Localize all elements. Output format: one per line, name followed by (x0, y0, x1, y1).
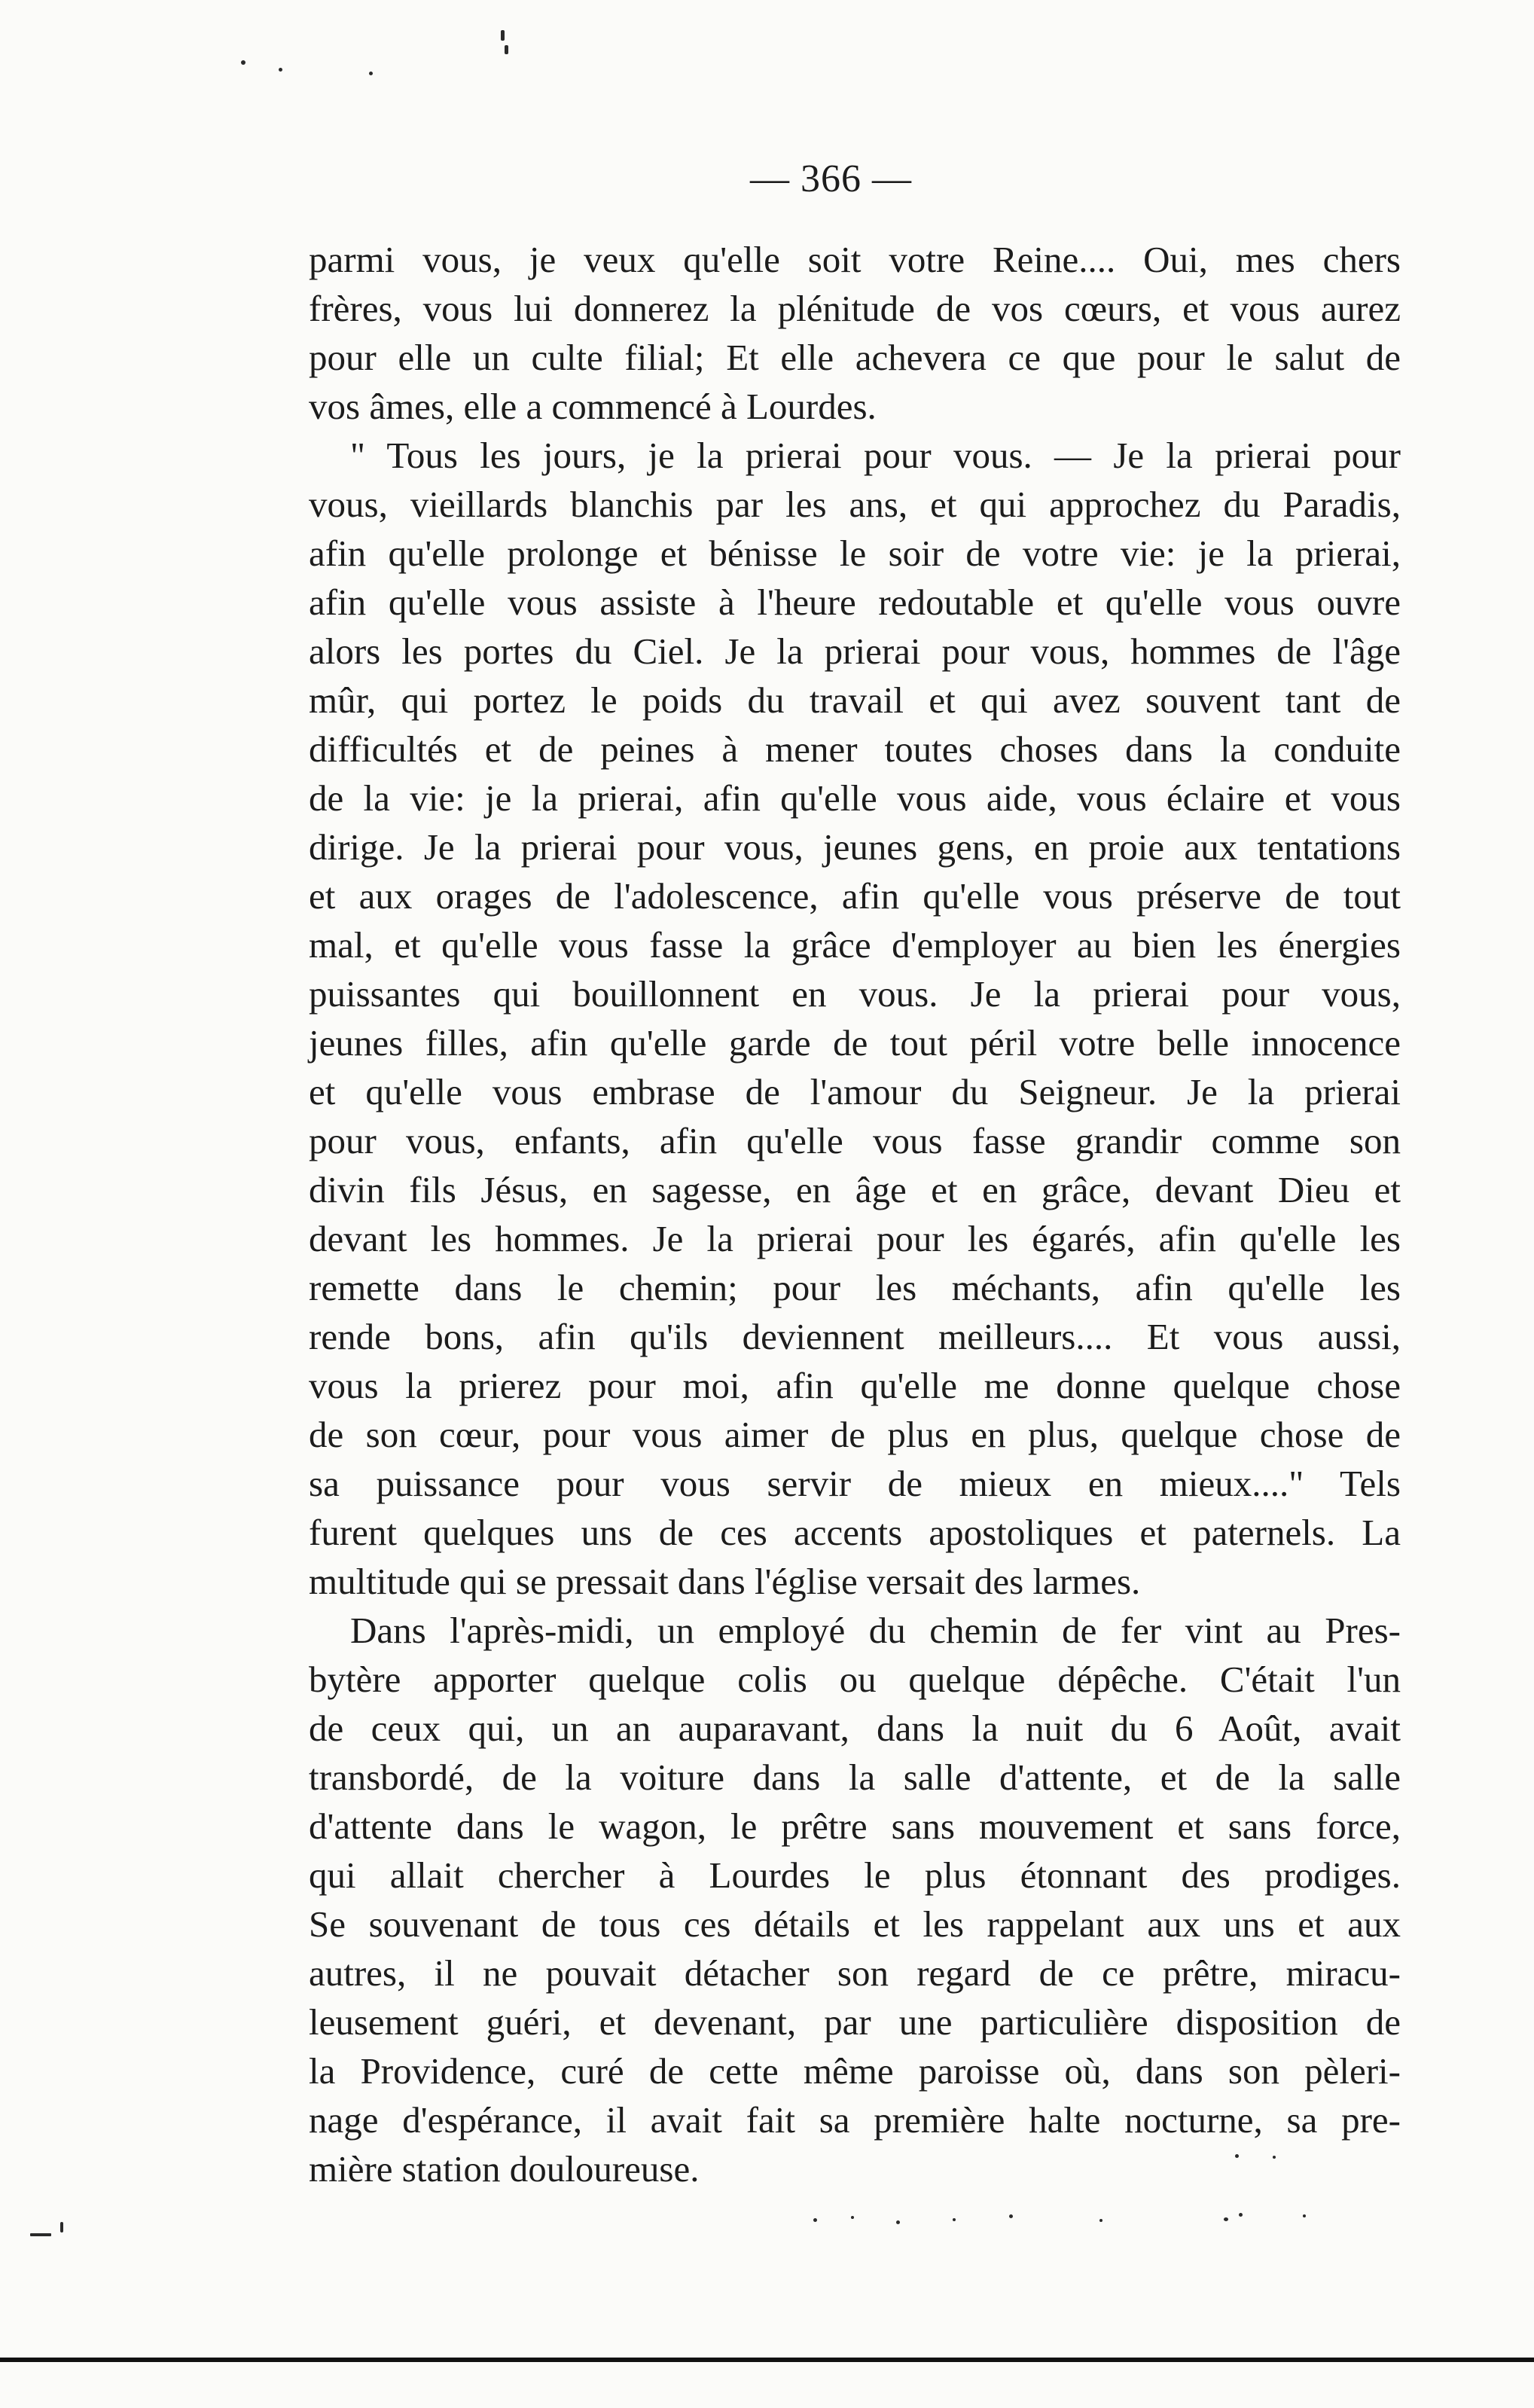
scan-speck (1273, 2156, 1276, 2159)
text-line: et qu'elle vous embrase de l'amour du Seigneur. Je la prierai (309, 1071, 1401, 1112)
text-line: de ceux qui, un an auparavant, dans la nuit du 6 Août, avait (309, 1708, 1401, 1749)
text-line: vous la prierez pour moi, afin qu'elle me donne quelque chose (309, 1365, 1401, 1406)
bottom-rule (0, 2358, 1534, 2362)
text-line: mal, et qu'elle vous fasse la grâce d'employer au bien les énergies (309, 924, 1401, 966)
text-line: parmi vous, je veux qu'elle soit votre Reine.... Oui, mes chers (309, 239, 1401, 280)
text-line: pour elle un culte filial; Et elle achevera ce que pour le salut de (309, 337, 1401, 378)
scan-speck (1009, 2214, 1013, 2218)
text-line: frères, vous lui donnerez la plénitude de vos cœurs, et vous aurez (309, 288, 1401, 329)
scan-speck (60, 2222, 63, 2233)
text-line: difficultés et de peines à mener toutes choses dans la conduite (309, 728, 1401, 770)
text-line: sa puissance pour vous servir de mieux en mieux...." Tels (309, 1463, 1401, 1504)
text-line: de la vie: je la prierai, afin qu'elle vous aide, vous éclaire et vous (309, 777, 1401, 819)
text-line: " Tous les jours, je la prierai pour vous. — Je la prierai pour (350, 435, 1401, 476)
text-line: d'attente dans le wagon, le prêtre sans mouvement et sans force, (309, 1805, 1401, 1847)
text-line: bytère apporter quelque colis ou quelque dépêche. C'était l'un (309, 1659, 1401, 1700)
page-number: — 366 — (750, 157, 912, 200)
text-line: puissantes qui bouillonnent en vous. Je la prierai pour vous, (309, 973, 1401, 1015)
scan-speck (1224, 2217, 1228, 2221)
text-line: leusement guéri, et devenant, par une particulière disposition de (309, 2001, 1401, 2043)
text-line: vos âmes, elle a commencé à Lourdes. (309, 386, 877, 427)
text-line: devant les hommes. Je la prierai pour les égarés, afin qu'elle les (309, 1218, 1401, 1259)
scan-speck (953, 2218, 956, 2221)
text-line: remette dans le chemin; pour les méchants, afin qu'elle les (309, 1267, 1401, 1308)
scan-speck (501, 30, 505, 41)
text-line: afin qu'elle vous assiste à l'heure redoutable et qu'elle vous ouvre (309, 581, 1401, 623)
scan-speck (369, 72, 373, 75)
text-line: pour vous, enfants, afin qu'elle vous fasse grandir comme son (309, 1120, 1401, 1161)
text-line: alors les portes du Ciel. Je la prierai pour vous, hommes de l'âge (309, 630, 1401, 672)
scan-speck (1099, 2219, 1102, 2222)
scan-speck (279, 68, 282, 72)
scan-speck (813, 2218, 817, 2222)
text-line: divin fils Jésus, en sagesse, en âge et en grâce, devant Dieu et (309, 1169, 1401, 1210)
scan-speck (1239, 2213, 1243, 2217)
text-line: jeunes filles, afin qu'elle garde de tout péril votre belle innocence (309, 1022, 1401, 1064)
text-line: qui allait chercher à Lourdes le plus étonnant des prodiges. (309, 1854, 1401, 1896)
text-line: dirige. Je la prierai pour vous, jeunes gens, en proie aux tentations (309, 826, 1401, 868)
text-line: multitude qui se pressait dans l'église versait des larmes. (309, 1561, 1141, 1602)
text-line: Dans l'après-midi, un employé du chemin de fer vint au Pres- (350, 1610, 1401, 1651)
scan-speck (241, 60, 246, 65)
scan-speck (851, 2216, 854, 2219)
text-line: vous, vieillards blanchis par les ans, et qui approchez du Paradis, (309, 484, 1401, 525)
text-line: afin qu'elle prolonge et bénisse le soir de votre vie: je la prierai, (309, 533, 1401, 574)
text-line: Se souvenant de tous ces détails et les rappelant aux uns et aux (309, 1903, 1401, 1945)
text-line: mière station douloureuse. (309, 2148, 700, 2190)
text-line: de son cœur, pour vous aimer de plus en plus, quelque chose de (309, 1414, 1401, 1455)
text-line: rende bons, afin qu'ils deviennent meilleurs.... Et vous aussi, (309, 1316, 1401, 1357)
body-text (309, 235, 1401, 2193)
scan-speck (1303, 2214, 1306, 2217)
scan-speck (505, 45, 508, 54)
scan-speck (30, 2233, 51, 2236)
text-line: mûr, qui portez le poids du travail et qui avez souvent tant de (309, 679, 1401, 721)
scan-speck (896, 2220, 900, 2224)
text-line: la Providence, curé de cette même paroisse où, dans son pèleri- (309, 2050, 1401, 2092)
text-line: transbordé, de la voiture dans la salle d'attente, et de la salle (309, 1756, 1401, 1798)
scan-speck (1235, 2154, 1239, 2158)
text-line: furent quelques uns de ces accents apostoliques et paternels. La (309, 1512, 1401, 1553)
text-line: nage d'espérance, il avait fait sa première halte nocturne, sa pre- (309, 2099, 1401, 2141)
text-line: et aux orages de l'adolescence, afin qu'elle vous préserve de tout (309, 875, 1401, 917)
text-line: autres, il ne pouvait détacher son regard de ce prêtre, miracu- (309, 1952, 1401, 1994)
